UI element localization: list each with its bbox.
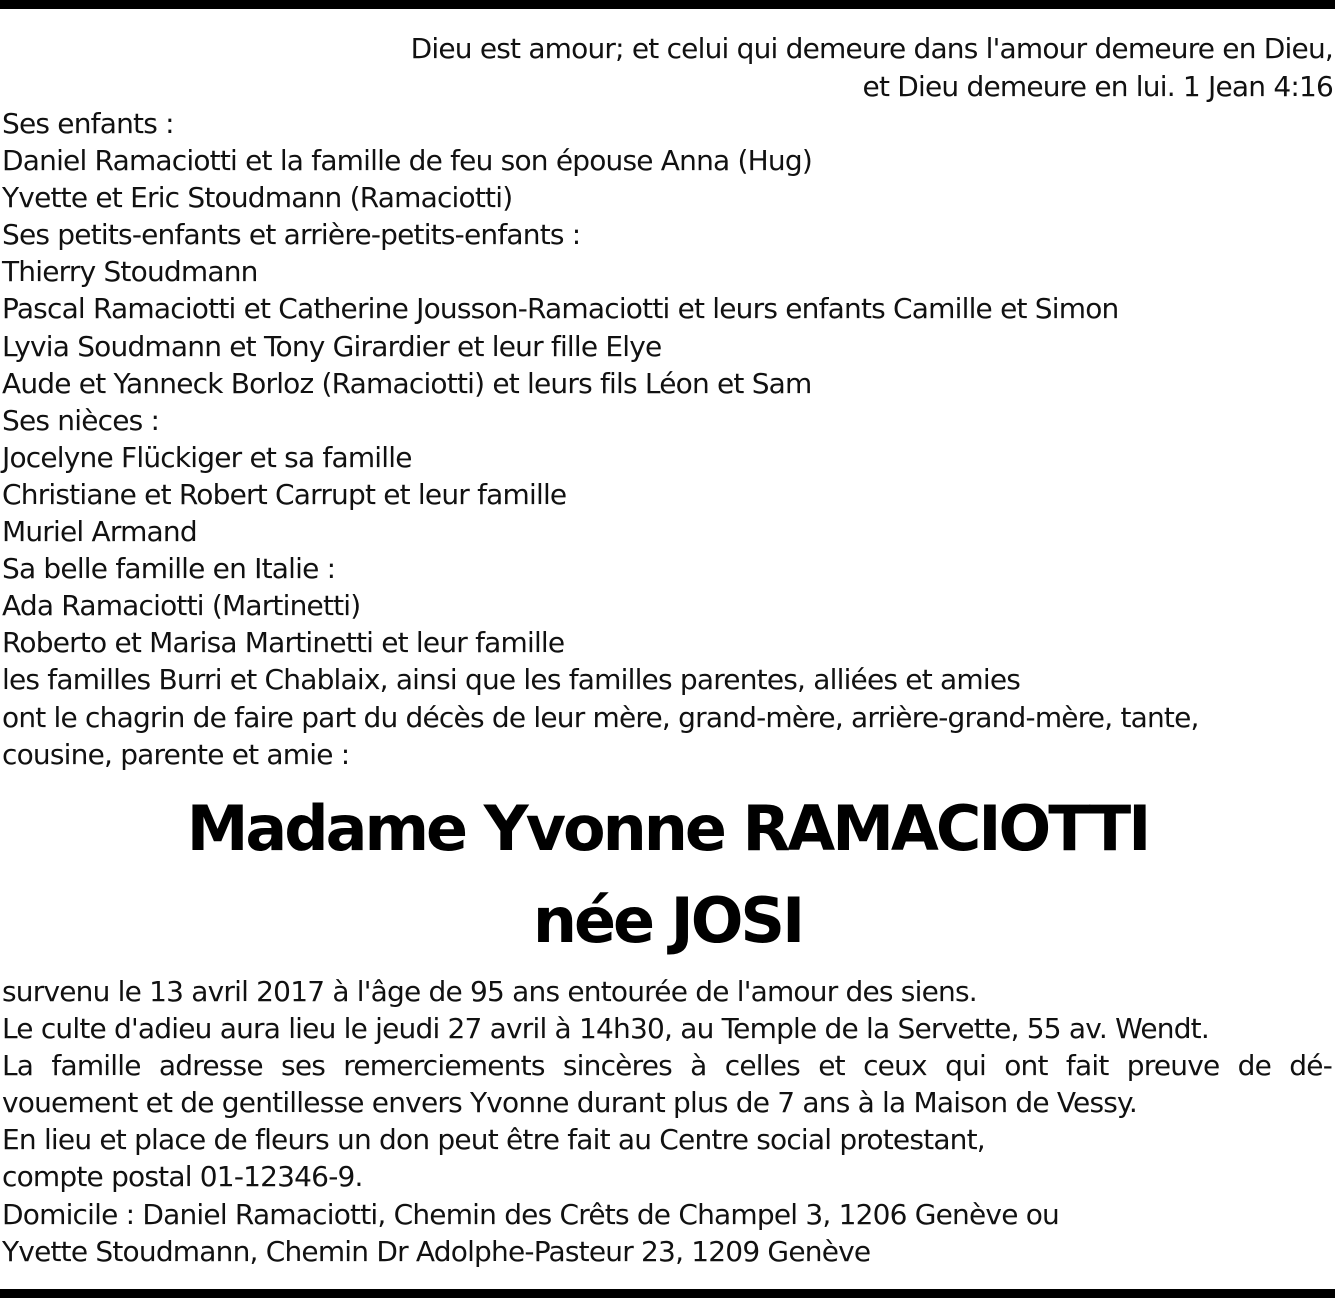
italy-family-entry: Ada Ramaciotti (Martinetti) [2, 589, 361, 623]
children-heading: Ses enfants : [2, 107, 174, 140]
niece-entry: Christiane et Robert Carrupt et leur famille [2, 477, 567, 511]
child-entry: Daniel Ramaciotti et la famille de feu son épouse Anna (Hug) [2, 144, 812, 178]
donation-line-1: En lieu et place de fleurs un don peut être fait au Centre social protestant, [2, 1123, 985, 1157]
other-families: les familles Burri et Chablaix, ainsi que les familles parentes, alliées et amies [2, 663, 1021, 697]
domicile-line-1: Domicile : Daniel Ramaciotti, Chemin des Crêts de Champel 3, 1206 Genève ou [2, 1197, 1059, 1231]
top-border-rule [0, 0, 1335, 9]
grandchildren-heading: Ses petits-enfants et arrière-petits-enfants : [2, 218, 581, 252]
grandchild-entry: Lyvia Soudmann et Tony Girardier et leur fille Elye [2, 329, 662, 363]
grandchild-entry: Aude et Yanneck Borloz (Ramaciotti) et leurs fils Léon et Sam [2, 366, 812, 400]
bottom-border-rule [0, 1289, 1335, 1298]
niece-entry: Jocelyne Flückiger et sa famille [2, 440, 412, 474]
announcement-line-2: cousine, parente et amie : [2, 737, 350, 771]
grandchild-entry: Thierry Stoudmann [2, 255, 258, 289]
thanks-line-1: La famille adresse ses remerciements sincères à celles et ceux qui ont fait preuve de dé- [2, 1049, 1332, 1083]
ceremony-text: Le culte d'adieu aura lieu le jeudi 27 avril à 14h30, au Temple de la Servette, 55 av. Wendt. [2, 1012, 1209, 1046]
deceased-maiden-name: née JOSI [532, 884, 803, 957]
deceased-name: Madame Yvonne RAMACIOTTI [186, 792, 1149, 865]
announcement-line-1: ont le chagrin de faire part du décès de leur mère, grand-mère, arrière-grand-mère, tante, [2, 700, 1199, 734]
grandchild-entry: Pascal Ramaciotti et Catherine Jousson-Ramaciotti et leurs enfants Camille et Simon [2, 292, 1119, 326]
funeral-details [2, 973, 1332, 1270]
death-date-text: survenu le 13 avril 2017 à l'âge de 95 ans entourée de l'amour des siens. [2, 975, 977, 1008]
epigraph-line-2: et Dieu demeure en lui. 1 Jean 4:16 [862, 70, 1333, 103]
italy-family-heading: Sa belle famille en Italie : [2, 552, 336, 586]
thanks-line-2: vouement et de gentillesse envers Yvonne durant plus de 7 ans à la Maison de Vessy. [2, 1086, 1137, 1120]
italy-family-entry: Roberto et Marisa Martinetti et leur famille [2, 626, 565, 660]
domicile-line-2: Yvette Stoudmann, Chemin Dr Adolphe-Pasteur 23, 1209 Genève [2, 1234, 871, 1268]
nieces-heading: Ses nièces : [2, 403, 160, 437]
deceased-name-block [0, 783, 1335, 967]
bible-verse-epigraph [233, 30, 1333, 106]
epigraph-line-1: Dieu est amour; et celui qui demeure dans l'amour demeure en Dieu, [410, 32, 1333, 65]
niece-entry: Muriel Armand [2, 515, 197, 549]
family-list [2, 105, 1332, 773]
child-entry: Yvette et Eric Stoudmann (Ramaciotti) [2, 181, 513, 215]
donation-line-2: compte postal 01-12346-9. [2, 1160, 363, 1194]
